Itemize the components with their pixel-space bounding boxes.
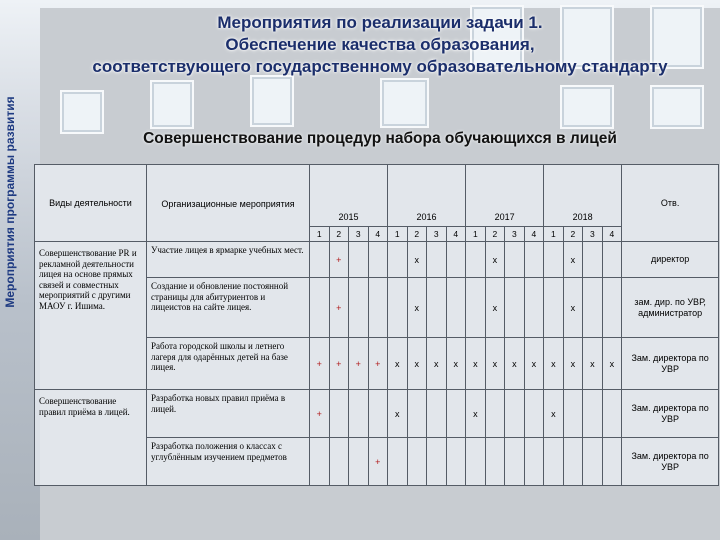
schedule-mark: x	[505, 338, 525, 390]
header-quarter: 3	[583, 227, 603, 242]
schedule-mark: x	[563, 338, 583, 390]
schedule-mark	[505, 242, 525, 278]
schedule-mark: +	[368, 438, 388, 486]
schedule-mark	[524, 438, 544, 486]
schedule-mark	[583, 278, 603, 338]
schedule-mark	[349, 242, 369, 278]
building-window	[560, 85, 614, 129]
schedule-mark: +	[329, 338, 349, 390]
header-quarter: 1	[310, 227, 330, 242]
responsible-cell: зам. дир. по УВР, администратор	[622, 278, 719, 338]
schedule-mark: x	[466, 390, 486, 438]
schedule-mark	[466, 242, 486, 278]
schedule-mark	[368, 390, 388, 438]
schedule-mark	[602, 242, 622, 278]
schedule-mark: x	[407, 338, 427, 390]
schedule-mark: +	[310, 390, 330, 438]
schedule-mark: x	[583, 338, 603, 390]
header-year-2018: 2018	[544, 165, 622, 227]
header-quarter: 2	[485, 227, 505, 242]
section-subtitle: Совершенствование процедур набора обучающихся в лицей	[143, 130, 617, 147]
schedule-mark	[329, 438, 349, 486]
building-window	[380, 78, 429, 128]
schedule-mark: x	[388, 390, 408, 438]
schedule-mark	[329, 390, 349, 438]
schedule-mark: x	[466, 338, 486, 390]
building-window	[60, 90, 104, 134]
header-quarter: 1	[544, 227, 564, 242]
schedule-mark	[427, 242, 447, 278]
responsible-cell: Зам. директора по УВР	[622, 338, 719, 390]
title-line-2: Обеспечение качества образования,	[225, 35, 535, 54]
schedule-mark: x	[524, 338, 544, 390]
header-year-2016: 2016	[388, 165, 466, 227]
schedule-mark	[388, 278, 408, 338]
schedule-mark	[524, 390, 544, 438]
schedule-mark: x	[544, 390, 564, 438]
schedule-mark: x	[485, 278, 505, 338]
schedule-mark	[583, 438, 603, 486]
schedule-mark	[544, 278, 564, 338]
event-cell: Разработка положения о классах с углублённым изучением предметов	[147, 438, 310, 486]
schedule-mark	[349, 390, 369, 438]
schedule-mark	[368, 278, 388, 338]
header-year-2015: 2015	[310, 165, 388, 227]
schedule-mark	[563, 438, 583, 486]
activity-kind-cell: Совершенствование правил приёма в лицей.	[35, 390, 147, 486]
header-quarter: 2	[563, 227, 583, 242]
schedule-mark: x	[563, 278, 583, 338]
schedule-mark	[407, 438, 427, 486]
header-quarter: 1	[466, 227, 486, 242]
schedule-mark	[446, 242, 466, 278]
schedule-mark: x	[427, 338, 447, 390]
header-row-years	[35, 165, 719, 227]
schedule-mark: +	[329, 278, 349, 338]
schedule-mark	[485, 438, 505, 486]
header-responsible: Отв.	[622, 165, 719, 242]
schedule-mark	[524, 242, 544, 278]
responsible-cell: Зам. директора по УВР	[622, 390, 719, 438]
schedule-mark	[466, 278, 486, 338]
header-quarter: 1	[388, 227, 408, 242]
schedule-mark	[310, 278, 330, 338]
header-quarter: 4	[446, 227, 466, 242]
event-cell: Участие лицея в ярмарке учебных мест.	[147, 242, 310, 278]
schedule-mark	[310, 438, 330, 486]
schedule-mark	[602, 438, 622, 486]
header-quarter: 3	[349, 227, 369, 242]
schedule-mark	[427, 390, 447, 438]
schedule-mark	[524, 278, 544, 338]
schedule-mark	[310, 242, 330, 278]
schedule-mark	[505, 390, 525, 438]
schedule-mark	[446, 278, 466, 338]
table-row	[35, 390, 719, 438]
header-quarter: 3	[505, 227, 525, 242]
building-window	[250, 75, 294, 127]
side-label: Мероприятия программы развития	[3, 96, 17, 308]
header-quarter: 4	[524, 227, 544, 242]
schedule-mark: x	[544, 338, 564, 390]
header-quarter: 2	[329, 227, 349, 242]
schedule-mark	[388, 242, 408, 278]
schedule-mark	[446, 390, 466, 438]
schedule-mark	[583, 242, 603, 278]
building-window	[150, 80, 194, 129]
schedule-mark: +	[310, 338, 330, 390]
schedule-mark	[388, 438, 408, 486]
event-cell: Создание и обновление постоянной страницы для абитуриентов и лицеистов на сайте лицея.	[147, 278, 310, 338]
schedule-mark: +	[368, 338, 388, 390]
schedule-mark	[602, 278, 622, 338]
schedule-mark: x	[407, 278, 427, 338]
schedule-mark: x	[388, 338, 408, 390]
page-title	[40, 12, 720, 78]
schedule-mark	[505, 278, 525, 338]
header-kinds: Виды деятельности	[35, 165, 147, 242]
responsible-cell: директор	[622, 242, 719, 278]
schedule-table	[34, 164, 719, 486]
schedule-mark	[446, 438, 466, 486]
event-cell: Разработка новых правил приёма в лицей.	[147, 390, 310, 438]
building-window	[650, 85, 704, 129]
activity-kind-cell: Совершенствование PR и рекламной деятельности лицея на основе прямых связей и совместных мероприятий с другими МАОУ г. Ишима.	[35, 242, 147, 390]
side-label-area	[0, 0, 26, 540]
schedule-mark	[427, 438, 447, 486]
event-cell: Работа городской школы и летнего лагеря для одарённых детей на базе лицея.	[147, 338, 310, 390]
schedule-mark	[368, 242, 388, 278]
header-quarter: 3	[427, 227, 447, 242]
header-events: Организационные мероприятия	[147, 165, 310, 242]
schedule-mark: +	[349, 338, 369, 390]
header-year-2017: 2017	[466, 165, 544, 227]
schedule-mark: x	[485, 242, 505, 278]
schedule-mark	[544, 242, 564, 278]
schedule-mark	[349, 438, 369, 486]
schedule-mark	[563, 390, 583, 438]
schedule-mark	[583, 390, 603, 438]
title-line-3: соответствующего государственному образовательному стандарту	[92, 57, 668, 76]
schedule-mark: x	[446, 338, 466, 390]
header-quarter: 4	[368, 227, 388, 242]
schedule-mark	[407, 390, 427, 438]
table-row	[35, 242, 719, 278]
schedule-mark	[602, 390, 622, 438]
title-line-1: Мероприятия по реализации задачи 1.	[217, 13, 543, 32]
schedule-mark	[544, 438, 564, 486]
schedule-mark	[427, 278, 447, 338]
schedule-mark: x	[563, 242, 583, 278]
schedule-mark	[466, 438, 486, 486]
schedule-mark: x	[602, 338, 622, 390]
schedule-mark: x	[485, 338, 505, 390]
schedule-mark: x	[407, 242, 427, 278]
header-quarter: 4	[602, 227, 622, 242]
schedule-mark	[349, 278, 369, 338]
schedule-mark	[505, 438, 525, 486]
schedule-mark	[485, 390, 505, 438]
header-quarter: 2	[407, 227, 427, 242]
responsible-cell: Зам. директора по УВР	[622, 438, 719, 486]
schedule-mark: +	[329, 242, 349, 278]
